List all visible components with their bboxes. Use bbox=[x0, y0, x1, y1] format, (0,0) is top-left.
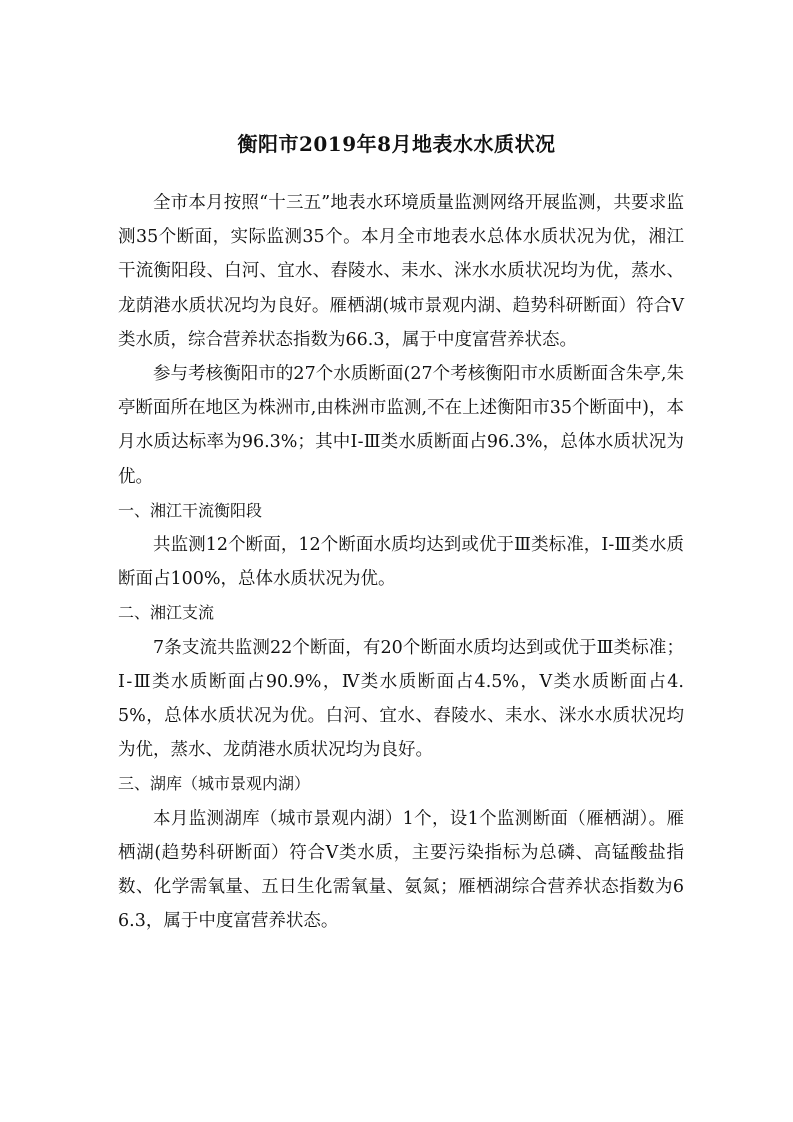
document-title: 衡阳市2019年8月地表水水质状况 bbox=[237, 132, 556, 156]
section-text-lakes: 本月监测湖库（城市景观内湖）1个，设1个监测断面（雁栖湖）。雁栖湖(趋势科研断面）符合Ⅴ类水质，主要污染指标为总磷、高锰酸盐指数、化学需氧量、五日生化需氧量、氨氮；雁栖湖综合营养状态指数为66.3，属于中度富营养状态。 bbox=[118, 808, 684, 932]
section-heading-xiangjiang-tributaries: 二、湘江支流 bbox=[118, 603, 215, 623]
section-heading-xiangjiang-mainstream: 一、湘江干流衡阳段 bbox=[118, 500, 263, 520]
document-body bbox=[118, 186, 684, 938]
section-heading-lakes: 三、湖库（城市景观内湖） bbox=[118, 774, 311, 794]
intro-paragraph: 全市本月按照“十三五”地表水环境质量监测网络开展监测，共要求监测35个断面，实际监测35个。本月全市地表水总体水质状况为优，湘江干流衡阳段、白河、宜水、舂陵水、耒水、洣水水质状况均为优，蒸水、龙荫港水质状况均为良好。雁栖湖(城市景观内湖、趋势科研断面）符合Ⅴ类水质，综合营养状态指数为66.3，属于中度富营养状态。 bbox=[118, 193, 684, 350]
section-text-xiangjiang-mainstream: 共监测12个断面，12个断面水质均达到或优于Ⅲ类标准，Ⅰ-Ⅲ类水质断面占100%，总体水质状况为优。 bbox=[118, 535, 684, 590]
assessment-paragraph: 参与考核衡阳市的27个水质断面(27个考核衡阳市水质断面含朱亭,朱亭断面所在地区为株洲市,由株洲市监测,不在上述衡阳市35个断面中)，本月水质达标率为96.3%；其中Ⅰ-Ⅲ类水质断面占96.3%，总体水质状况为优。 bbox=[118, 364, 684, 487]
section-text-xiangjiang-tributaries: 7条支流共监测22个断面，有20个断面水质均达到或优于Ⅲ类标准；Ⅰ-Ⅲ类水质断面占90.9%，Ⅳ类水质断面占4.5%，Ⅴ类水质断面占4.5%，总体水质状况为优。白河、宜水、舂陵水、耒水、洣水水质状况均为优，蒸水、龙荫港水质状况均为良好。 bbox=[118, 637, 684, 761]
